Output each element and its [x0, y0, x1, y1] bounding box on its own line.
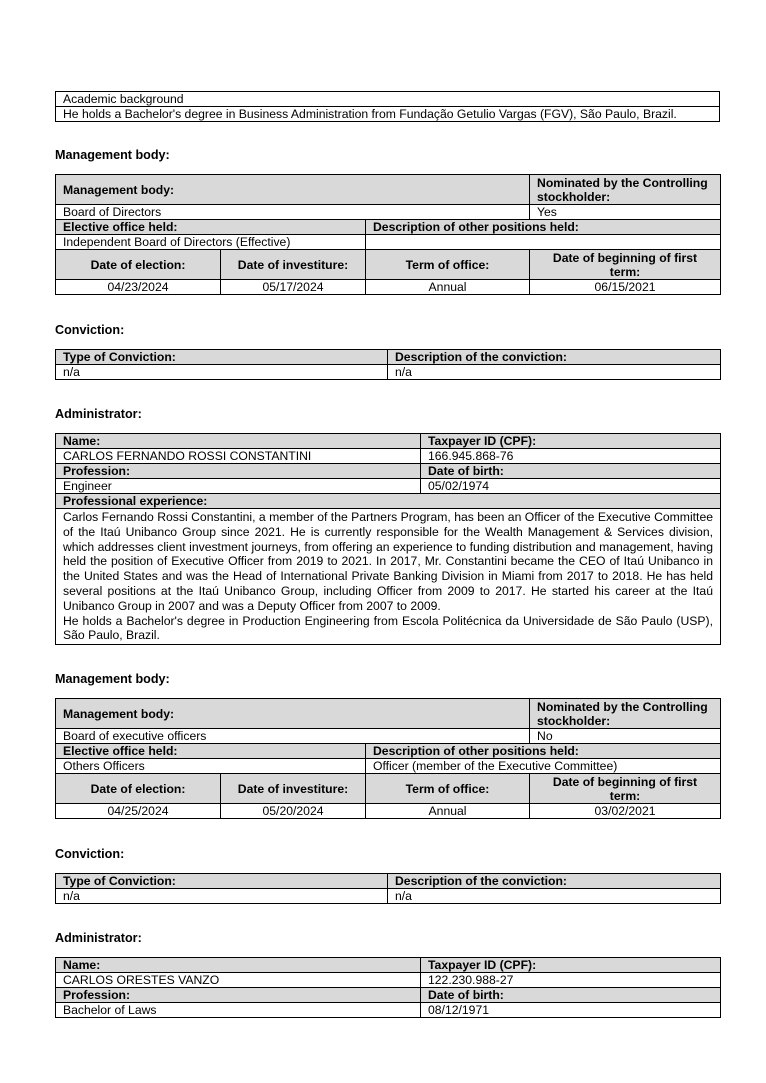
- conviction-table-1: [55, 349, 720, 380]
- other-positions-header: Description of other positions held:: [366, 744, 721, 759]
- term-value: Annual: [366, 804, 530, 819]
- cpf-header: Taxpayer ID (CPF):: [421, 434, 721, 449]
- first-term-header: Date of beginning of first term:: [530, 774, 721, 804]
- name-header: Name:: [56, 434, 421, 449]
- other-positions-value: Officer (member of the Executive Committee): [366, 759, 721, 774]
- investiture-date-value: 05/17/2024: [221, 280, 366, 295]
- first-term-value: 03/02/2021: [530, 804, 721, 819]
- nominated-header: Nominated by the Controlling stockholder:: [530, 175, 721, 205]
- management-body-title-1: Management body:: [55, 148, 170, 162]
- birth-header: Date of birth:: [421, 988, 721, 1003]
- investiture-date-value: 05/20/2024: [221, 804, 366, 819]
- election-date-value: 04/25/2024: [56, 804, 221, 819]
- nominated-value: No: [530, 729, 721, 744]
- management-body-header: Management body:: [56, 699, 530, 729]
- experience-text: Carlos Fernando Rossi Constantini, a member of the Partners Program, has been an Officer of the Executive Committee of the Itaú Unibanco Group since 2021. He is currently responsible for the Wealth Management & Services division, which addresses client investment journeys, from offering an experience to funding distribution and management, having held the position of Executive Officer from 2019 to 2021. In 2017, Mr. Constantini became the CEO of Itaú Unibanco in the United States and was the Head of International Private Banking Division in Miami from 2017 to 2018. He has held several positions at the Itaú Unibanco Group, including Officer from 2009 to 2017. He started his career at the Itaú Unibanco Group in 2007 and was a Deputy Officer from 2007 to 2009.: [63, 510, 713, 613]
- administrator-table-1: [55, 433, 720, 645]
- investiture-date-header: Date of investiture:: [221, 774, 366, 804]
- birth-header: Date of birth:: [421, 464, 721, 479]
- administrator-title-1: Administrator:: [55, 407, 142, 421]
- investiture-date-header: Date of investiture:: [221, 250, 366, 280]
- management-body-value: Board of Directors: [56, 205, 530, 220]
- management-body-value: Board of executive officers: [56, 729, 530, 744]
- elective-office-header: Elective office held:: [56, 220, 366, 235]
- first-term-value: 06/15/2021: [530, 280, 721, 295]
- conviction-title-1: Conviction:: [55, 323, 125, 337]
- conviction-title-2: Conviction:: [55, 847, 125, 861]
- experience-cell: [56, 509, 721, 645]
- conviction-desc-header: Description of the conviction:: [388, 350, 721, 365]
- conviction-desc-value: n/a: [388, 889, 721, 904]
- name-header: Name:: [56, 958, 421, 973]
- nominated-header: Nominated by the Controlling stockholder:: [530, 699, 721, 729]
- profession-header: Profession:: [56, 464, 421, 479]
- conviction-desc-value: n/a: [388, 365, 721, 380]
- elective-office-value: Independent Board of Directors (Effective): [56, 235, 366, 250]
- cpf-header: Taxpayer ID (CPF):: [421, 958, 721, 973]
- management-body-table-2: [55, 698, 720, 819]
- conviction-desc-header: Description of the conviction:: [388, 874, 721, 889]
- other-positions-header: Description of other positions held:: [366, 220, 721, 235]
- election-date-header: Date of election:: [56, 250, 221, 280]
- term-header: Term of office:: [366, 774, 530, 804]
- conviction-type-value: n/a: [56, 889, 388, 904]
- nominated-value: Yes: [530, 205, 721, 220]
- administrator-table-2: [55, 957, 720, 1018]
- profession-header: Profession:: [56, 988, 421, 1003]
- conviction-table-2: [55, 873, 720, 904]
- management-body-table-1: [55, 174, 720, 295]
- conviction-type-header: Type of Conviction:: [56, 874, 388, 889]
- name-value: CARLOS ORESTES VANZO: [56, 973, 421, 988]
- academic-text: He holds a Bachelor's degree in Business Administration from Fundação Getulio Vargas (FGV), São Paulo, Brazil.: [56, 107, 720, 122]
- name-value: CARLOS FERNANDO ROSSI CONSTANTINI: [56, 449, 421, 464]
- election-date-header: Date of election:: [56, 774, 221, 804]
- other-positions-value: [366, 235, 721, 250]
- birth-value: 05/02/1974: [421, 479, 721, 494]
- experience-header: Professional experience:: [56, 494, 721, 509]
- first-term-header: Date of beginning of first term:: [530, 250, 721, 280]
- academic-heading: Academic background: [56, 92, 720, 107]
- election-date-value: 04/23/2024: [56, 280, 221, 295]
- cpf-value: 166.945.868-76: [421, 449, 721, 464]
- management-body-title-2: Management body:: [55, 672, 170, 686]
- elective-office-header: Elective office held:: [56, 744, 366, 759]
- birth-value: 08/12/1971: [421, 1003, 721, 1018]
- academic-background-box: [55, 91, 720, 122]
- term-value: Annual: [366, 280, 530, 295]
- administrator-title-2: Administrator:: [55, 931, 142, 945]
- management-body-header: Management body:: [56, 175, 530, 205]
- education-text: He holds a Bachelor's degree in Production Engineering from Escola Politécnica da Universidade de São Paulo (USP), São Paulo, Brazil.: [63, 613, 713, 643]
- elective-office-value: Others Officers: [56, 759, 366, 774]
- conviction-type-header: Type of Conviction:: [56, 350, 388, 365]
- conviction-type-value: n/a: [56, 365, 388, 380]
- term-header: Term of office:: [366, 250, 530, 280]
- profession-value: Bachelor of Laws: [56, 1003, 421, 1018]
- profession-value: Engineer: [56, 479, 421, 494]
- cpf-value: 122.230.988-27: [421, 973, 721, 988]
